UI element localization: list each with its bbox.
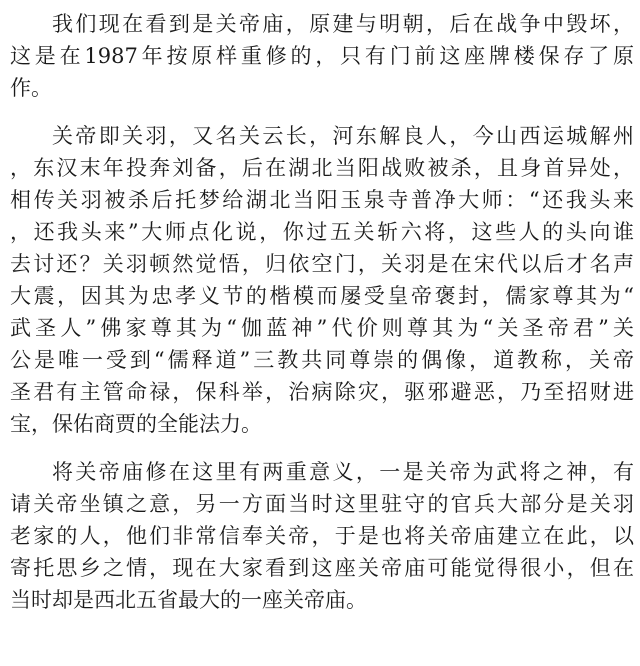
text-line: 宝，保佑商贾的全能法力。 (10, 412, 262, 436)
text-line: 圣君有主管命禄，保科举，治病除灾，驱邪避恶，乃至招财进 (10, 380, 634, 404)
paragraph-2 (10, 120, 634, 440)
text-line: 相传关羽被杀后托梦给湖北当阳玉泉寺普净大师：“还我头来 (10, 188, 634, 212)
text-line: 寄托思乡之情，现在大家看到这座关帝庙可能觉得很小，但在 (10, 556, 634, 580)
text-line: 这是在1987年按原样重修的，只有门前这座牌楼保存了原 (10, 44, 634, 68)
text-line: 去讨还？关羽顿然觉悟，归依空门，关羽是在宋代以后才名声 (10, 252, 634, 276)
text-line: 公是唯一受到“儒释道”三教共同尊崇的偶像，道教称，关帝 (10, 348, 634, 372)
text-line: 作。 (10, 76, 52, 100)
text-line: 武圣人”佛家尊其为“伽蓝神”代价则尊其为“关圣帝君”关 (10, 316, 634, 340)
text-line: 关帝即关羽，又名关云长，河东解良人，今山西运城解州 (52, 124, 634, 148)
text-line: 当时却是西北五省最大的一座关帝庙。 (10, 588, 367, 612)
text-line: ，还我头来”大师点化说，你过五关斩六将，这些人的头向谁 (10, 220, 634, 244)
text-line: 大震，因其为忠孝义节的楷模而屡受皇帝褒封，儒家尊其为“ (10, 284, 634, 308)
text-line: 老家的人，他们非常信奉关帝，于是也将关帝庙建立在此，以 (10, 524, 634, 548)
paragraph-3 (10, 456, 634, 616)
text-line: ，东汉末年投奔刘备，后在湖北当阳战败被杀，且身首异处， (10, 156, 634, 180)
text-line: 将关帝庙修在这里有两重意义，一是关帝为武将之神，有 (52, 460, 634, 484)
text-line: 我们现在看到是关帝庙，原建与明朝，后在战争中毁坏， (52, 12, 634, 36)
text-line: 请关帝坐镇之意，另一方面当时这里驻守的官兵大部分是关羽 (10, 492, 634, 516)
paragraph-1 (10, 8, 634, 104)
